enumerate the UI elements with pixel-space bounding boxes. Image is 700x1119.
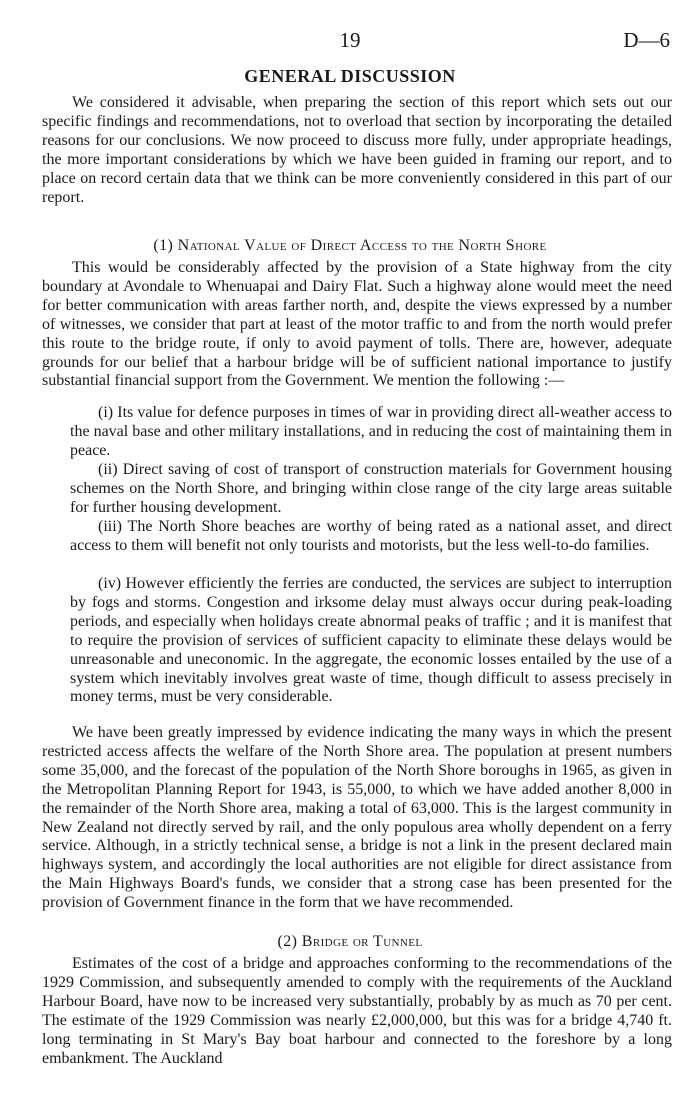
list-item-defence: (i) Its value for defence purposes in times of war in providing direct all-weather access to the naval base and other military installations, and in reducing the cost of maintaining them in peace. xyxy=(70,404,672,459)
bridge-estimate-paragraph: Estimates of the cost of a bridge and approaches conforming to the recommendations of the 1929 Commission, and subsequently amended to comply with the requirements of the Auckland Harbour Board, have now to be increased very substantially, probably by as much as 70 per cent. The estimate of the 1929 Commission was nearly £2,000,000, but this was for a bridge 4,740 ft. long terminating in St Mary's Bay boat harbour and connected to the foreshore by a long embankment. The Auckland xyxy=(42,955,672,1067)
list-item-ferries: (iv) However efficiently the ferries are conducted, the services are subject to interruption by fogs and storms. Congestion and irksome delay must always occur during peak-loading periods, and especially when holidays create abnormal peaks of traffic ; and it is manifest that to require the provision of services of sufficient capacity to eliminate these delays would be unreasonable and uneconomic. In the aggregate, the economic losses entailed by the use of a system which inevitably involves great waste of time, though difficult to assess precisely in money terms, must be very considerable. xyxy=(70,575,672,706)
section-heading-bridge-or-tunnel: (2) Bridge or Tunnel xyxy=(277,933,423,950)
list-item-housing: (ii) Direct saving of cost of transport of construction materials for Government housing schemes on the North Shore, and bringing within close range of the city large areas suitable for further housing development. xyxy=(70,461,672,516)
section-heading-national-value: (1) National Value of Direct Access to the North Shore xyxy=(153,237,547,254)
page-number: 19 xyxy=(339,28,361,52)
population-paragraph: We have been greatly impressed by evidence indicating the many ways in which the present restricted access affects the welfare of the North Shore area. The population at present numbers some 35,000, and the forecast of the population of the North Shore boroughs in 1965, as given in the Metropolitan Planning Report for 1943, is 55,000, to which we have added another 8,000 in the remainder of the North Shore area, making a total of 63,000. This is the largest community in New Zealand not directly served by rail, and the only populous area wholly dependent on a ferry service. Although, in a strictly technical sense, a bridge is not a link in the present declared main highways system, and accordingly the local authorities are not eligible for direct assistance from the Main Highways Board's funds, we consider that a strong case has been presented for the provision of Government finance in the form that we have recommended. xyxy=(42,724,672,912)
intro-paragraph: We considered it advisable, when preparing the section of this report which sets out our specific findings and recommendations, not to overload that section by incorporating the detailed reasons for our conclusions. We now proceed to discuss more fully, under appropriate headings, the more important considerations by which we have been guided in framing our report, and to place on record certain data that we think can be more conveniently considered in this part of our report. xyxy=(42,94,672,206)
page-heading: GENERAL DISCUSSION xyxy=(244,66,456,86)
document-reference: D—6 xyxy=(623,28,670,52)
national-value-paragraph: This would be considerably affected by the provision of a State highway from the city boundary at Avondale to Whenuapai and Dairy Flat. Such a highway alone would meet the need for better communication with areas farther north, and, despite the views expressed by a number of witnesses, we consider that part at least of the motor traffic to and from the north would prefer this route to the bridge route, if only to avoid payment of tolls. There are, however, adequate grounds for our belief that a harbour bridge will be of sufficient national importance to justify substantial financial support from the Government. We mention the following :— xyxy=(42,259,672,390)
list-item-beaches: (iii) The North Shore beaches are worthy of being rated as a national asset, and direct access to them will benefit not only tourists and motorists, but the less well-to-do families. xyxy=(70,518,672,554)
